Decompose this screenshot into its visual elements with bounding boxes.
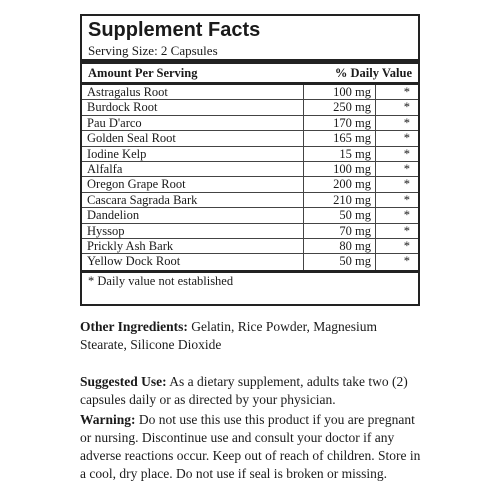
ingredient-daily-value: *: [403, 238, 410, 253]
table-row: [82, 208, 418, 223]
table-row: [82, 224, 418, 239]
ingredient-amount: 200 mg: [304, 177, 376, 191]
warning-text: Do not use this use this product if you are pregnant or nursing. Discontinue use and consult your doctor if any adverse reactions occur. Keep out of reach of children. Store in a cool, dry place. Do not use if seal is broken or missing.: [80, 412, 421, 481]
ingredient-name: Cascara Sagrada Bark: [82, 193, 304, 207]
table-row: [82, 239, 418, 254]
ingredient-daily-value: *: [403, 192, 410, 207]
ingredient-name: Golden Seal Root: [82, 131, 304, 145]
header-daily-value: % Daily Value: [334, 66, 412, 80]
warning: [80, 411, 425, 483]
panel-title: Supplement Facts: [88, 19, 261, 41]
table-row: [82, 177, 418, 192]
header-amount: Amount Per Serving: [88, 66, 198, 80]
table-row: [82, 100, 418, 115]
table-header: [82, 64, 418, 82]
ingredient-name: Oregon Grape Root: [82, 177, 304, 191]
ingredient-amount: 100 mg: [304, 85, 376, 99]
table-row: [82, 162, 418, 177]
ingredient-name: Yellow Dock Root: [82, 254, 304, 269]
table-row: [82, 85, 418, 100]
serving-size: Serving Size: 2 Capsules: [88, 43, 218, 58]
ingredient-name: Hyssop: [82, 224, 304, 238]
table-row: [82, 116, 418, 131]
ingredient-amount: 80 mg: [304, 239, 376, 253]
ingredient-amount: 170 mg: [304, 116, 376, 130]
other-ingredients-label: Other Ingredients:: [80, 319, 188, 334]
other-ingredients-text: Gelatin, Rice Powder, Magnesium Stearate, Silicone Dioxide: [80, 319, 378, 352]
ingredient-daily-value: *: [403, 208, 410, 223]
ingredient-table: [82, 85, 418, 270]
ingredient-amount: 15 mg: [304, 147, 376, 161]
ingredient-daily-value: *: [403, 254, 410, 269]
ingredient-daily-value: *: [403, 161, 410, 176]
ingredient-name: Iodine Kelp: [82, 147, 304, 161]
ingredient-daily-value: *: [403, 146, 410, 161]
ingredient-name: Dandelion: [82, 208, 304, 222]
warning-label: Warning:: [80, 412, 136, 427]
suggested-use-text: As a dietary supplement, adults take two (2) capsules daily or as directed by your physician.: [80, 374, 408, 407]
ingredient-daily-value: *: [403, 131, 410, 146]
footnote: * Daily value not established: [88, 273, 234, 288]
ingredient-amount: 210 mg: [304, 193, 376, 207]
table-row: [82, 131, 418, 146]
ingredient-amount: 165 mg: [304, 131, 376, 145]
other-ingredients: [80, 318, 425, 354]
ingredient-amount: 70 mg: [304, 224, 376, 238]
table-row: [82, 254, 418, 269]
ingredient-name: Pau D'arco: [82, 116, 304, 130]
ingredient-daily-value: *: [403, 177, 410, 192]
ingredient-name: Alfalfa: [82, 162, 304, 176]
ingredient-amount: 250 mg: [304, 100, 376, 114]
ingredient-amount: 50 mg: [304, 208, 376, 222]
ingredient-daily-value: *: [403, 223, 410, 238]
ingredient-daily-value: *: [403, 100, 410, 115]
ingredient-name: Prickly Ash Bark: [82, 239, 304, 253]
ingredient-daily-value: *: [403, 115, 410, 130]
ingredient-amount: 50 mg: [304, 254, 376, 269]
table-row: [82, 147, 418, 162]
ingredient-daily-value: *: [403, 85, 410, 99]
suggested-use-label: Suggested Use:: [80, 374, 167, 389]
table-row: [82, 193, 418, 208]
ingredient-amount: 100 mg: [304, 162, 376, 176]
ingredient-name: Astragalus Root: [82, 85, 304, 99]
supplement-facts-panel: [80, 14, 420, 306]
ingredient-name: Burdock Root: [82, 100, 304, 114]
suggested-use: [80, 373, 425, 409]
